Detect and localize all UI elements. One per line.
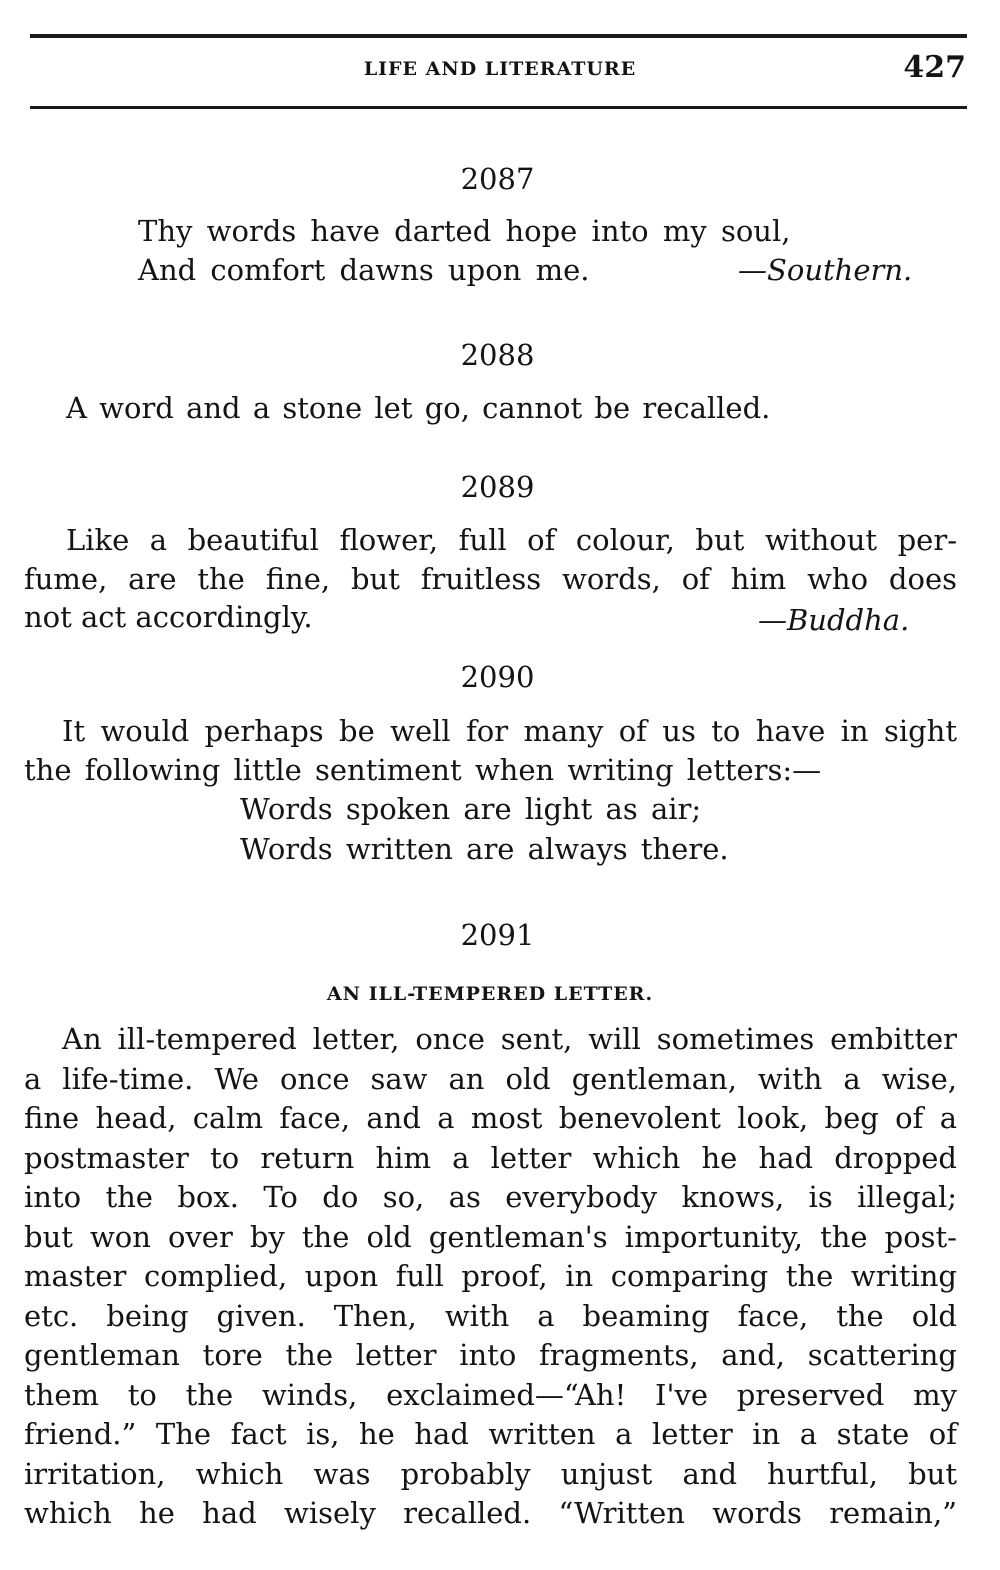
entry-2091-line-13: which he had wisely recalled. “Written words remain,” bbox=[24, 1496, 957, 1530]
entry-2091-line-6: but won over by the old gentleman's importunity, the post- bbox=[24, 1219, 957, 1254]
entry-number-2089: 2089 bbox=[460, 470, 535, 504]
entry-2087-line-2: And comfort dawns upon me. bbox=[138, 253, 590, 287]
entry-2091-line-10: them to the winds, exclaimed—“Ah! I've preserved my bbox=[24, 1377, 957, 1412]
entry-2087-line-1: Thy words have darted hope into my soul, bbox=[138, 214, 791, 248]
entry-2091-line-2: a life-time. We once saw an old gentleman, with a wise, bbox=[24, 1061, 957, 1096]
entry-2091-line-9: gentleman tore the letter into fragments, and, scattering bbox=[24, 1338, 957, 1372]
entry-2091-body bbox=[24, 1020, 957, 1534]
entry-2091-line-1: An ill-tempered letter, once sent, will sometimes embitter bbox=[62, 1022, 957, 1056]
entry-number-2090: 2090 bbox=[460, 660, 535, 694]
entry-2091-line-5: into the box. To do so, as everybody knows, is illegal; bbox=[24, 1180, 957, 1214]
header-rule-bottom bbox=[30, 106, 967, 109]
page-number: 427 bbox=[903, 50, 966, 85]
entry-2089-attribution: —Buddha. bbox=[758, 603, 910, 637]
header-rule-top bbox=[30, 34, 967, 38]
entry-2090-line-2: the following little sentiment when writing letters:— bbox=[24, 753, 822, 787]
entry-number-2091: 2091 bbox=[460, 918, 535, 952]
entry-2090-verse-2: Words written are always there. bbox=[240, 832, 729, 866]
entry-2091-heading: AN ILL-TEMPERED LETTER. bbox=[326, 983, 654, 1005]
entry-2091-line-4: postmaster to return him a letter which he had dropped bbox=[24, 1140, 957, 1175]
entry-number-2088: 2088 bbox=[460, 338, 535, 372]
entry-2090-verse-1: Words spoken are light as air; bbox=[240, 792, 702, 826]
entry-2091-line-8: etc. being given. Then, with a beaming face, the old bbox=[24, 1298, 957, 1333]
entry-2087-attribution: —Southern. bbox=[738, 253, 913, 287]
entry-number-2087: 2087 bbox=[460, 162, 535, 196]
entry-2089-line-1: Like a beautiful flower, full of colour, but without per- bbox=[66, 523, 957, 557]
entry-2091-line-3: fine head, calm face, and a most benevolent look, beg of a bbox=[24, 1101, 957, 1135]
entry-2091-line-11: friend.” The fact is, he had written a letter in a state of bbox=[24, 1417, 957, 1451]
entry-2089-line-3: not act accordingly. bbox=[24, 600, 313, 634]
entry-2091-line-12: irritation, which was probably unjust and hurtful, but bbox=[24, 1456, 957, 1491]
entry-2091-line-7: master complied, upon full proof, in comparing the writing bbox=[24, 1259, 957, 1293]
entry-2088-line-1: A word and a stone let go, cannot be recalled. bbox=[66, 391, 771, 425]
running-title: LIFE AND LITERATURE bbox=[363, 58, 637, 80]
entry-2089-line-2: fume, are the fine, but fruitless words, of him who does bbox=[24, 562, 957, 596]
entry-2090-line-1: It would perhaps be well for many of us to have in sight bbox=[62, 714, 957, 748]
